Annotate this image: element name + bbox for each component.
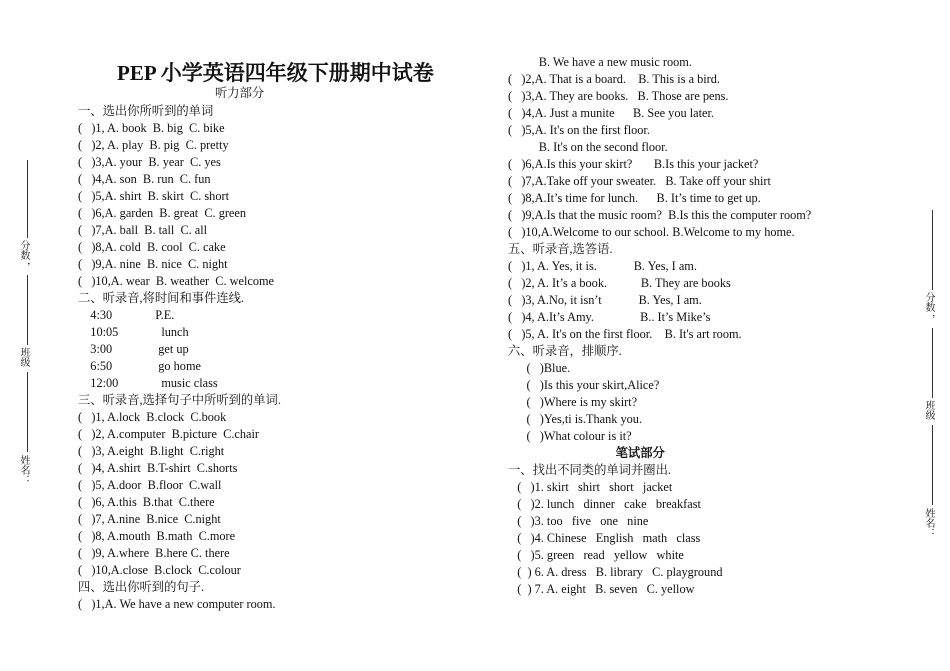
left-line: ( )4,A. son B. run C. fun bbox=[78, 172, 211, 186]
left-line: ( )4, A.shirt B.T-shirt C.shorts bbox=[78, 461, 238, 475]
right-line: ( )10,A.Welcome to our school. B.Welcome to my home. bbox=[508, 225, 795, 239]
right-line: ( )9,A.Is that the music room? B.Is this the computer room? bbox=[508, 208, 812, 222]
right-line: 一、找出不同类的单词并圈出. bbox=[508, 463, 671, 477]
binding-line-right bbox=[932, 328, 933, 398]
margin-score-label-left: 分数 bbox=[18, 240, 29, 260]
left-line: ( )7, A.nine B.nice C.night bbox=[78, 512, 221, 526]
left-line: ( )5, A.door B.floor C.wall bbox=[78, 478, 222, 492]
right-line: ( )7,A.Take off your sweater. B. Take off your shirt bbox=[508, 174, 771, 188]
left-line: 三、听录音,选择句子中所听到的单词. bbox=[78, 393, 281, 407]
left-line: 4:30 P.E. bbox=[78, 308, 175, 322]
left-line: 6:50 go home bbox=[78, 359, 201, 373]
left-line: ( )6, A.this B.that C.there bbox=[78, 495, 215, 509]
margin-sep-right: ， bbox=[923, 314, 934, 324]
margin-name-label-right: 姓名： bbox=[923, 508, 934, 538]
left-line: 一、选出你所听到的单词 bbox=[78, 104, 214, 118]
binding-line-right bbox=[932, 210, 933, 290]
left-line: ( )2, A.computer B.picture C.chair bbox=[78, 427, 259, 441]
left-line: ( )1, A. book B. big C. bike bbox=[78, 121, 225, 135]
binding-line-left bbox=[27, 160, 28, 238]
right-line: 笔试部分 bbox=[508, 446, 665, 460]
left-line: ( )3, A.eight B.light C.right bbox=[78, 444, 225, 458]
left-line: 二、听录音,将时间和事件连线. bbox=[78, 291, 245, 305]
right-line: ( )Blue. bbox=[508, 361, 571, 375]
left-line: ( )2, A. play B. pig C. pretty bbox=[78, 138, 229, 152]
right-line: ( )Where is my skirt? bbox=[508, 395, 638, 409]
right-line: ( )3,A. They are books. B. Those are pens. bbox=[508, 89, 729, 103]
margin-class-label-left: 班级 bbox=[18, 347, 29, 367]
margin-sep-left: ， bbox=[18, 262, 29, 272]
right-line: B. We have a new music room. bbox=[508, 55, 692, 69]
right-line: ( )2. lunch dinner cake breakfast bbox=[508, 497, 701, 511]
right-line: ( ) 7. A. eight B. seven C. yellow bbox=[508, 582, 695, 596]
right-line: ( )2,A. That is a board. B. This is a bird. bbox=[508, 72, 720, 86]
page-title: PEP 小学英语四年级下册期中试卷 bbox=[117, 61, 434, 85]
right-line: ( )Is this your skirt,Alice? bbox=[508, 378, 660, 392]
right-line: ( )4,A. Just a munite B. See you later. bbox=[508, 106, 714, 120]
right-line: ( )3, A.No, it isn’t B. Yes, I am. bbox=[508, 293, 702, 307]
binding-line-left bbox=[27, 372, 28, 452]
right-line: 六、听录音，排顺序. bbox=[508, 344, 622, 358]
right-line: ( )6,A.Is this your skirt? B.Is this your jacket? bbox=[508, 157, 759, 171]
right-line: ( ) 6. A. dress B. library C. playground bbox=[508, 565, 723, 579]
right-line: ( )5,A. It's on the first floor. bbox=[508, 123, 650, 137]
left-line: ( )10,A. wear B. weather C. welcome bbox=[78, 274, 274, 288]
binding-line-right bbox=[932, 425, 933, 505]
left-line: 四、选出你听到的句子. bbox=[78, 580, 205, 594]
left-line: ( )7,A. ball B. tall C. all bbox=[78, 223, 208, 237]
right-line: ( )3. too five one nine bbox=[508, 514, 649, 528]
left-line: ( )1, A.lock B.clock C.book bbox=[78, 410, 227, 424]
right-line: ( )4, A.It’s Amy. B.. It’s Mike’s bbox=[508, 310, 711, 324]
left-line: ( )8, A.mouth B.math C.more bbox=[78, 529, 236, 543]
left-line: ( )5,A. shirt B. skirt C. short bbox=[78, 189, 229, 203]
right-line: B. It's on the second floor. bbox=[508, 140, 668, 154]
right-line: ( )5, A. It's on the first floor. B. It's art room. bbox=[508, 327, 742, 341]
left-line: 12:00 music class bbox=[78, 376, 218, 390]
margin-class-label-right: 班级 bbox=[923, 400, 934, 420]
right-line: ( )4. Chinese English math class bbox=[508, 531, 701, 545]
section-subtitle: 听力部分 bbox=[215, 86, 265, 100]
left-line: 10:05 lunch bbox=[78, 325, 189, 339]
left-line: ( )6,A. garden B. great C. green bbox=[78, 206, 247, 220]
right-line: ( )What colour is it? bbox=[508, 429, 632, 443]
right-line: ( )1, A. Yes, it is. B. Yes, I am. bbox=[508, 259, 697, 273]
right-line: ( )5. green read yellow white bbox=[508, 548, 684, 562]
right-line: 五、听录音,选答语. bbox=[508, 242, 613, 256]
right-line: ( )Yes,ti is.Thank you. bbox=[508, 412, 643, 426]
left-line: ( )3,A. your B. year C. yes bbox=[78, 155, 221, 169]
binding-line-left bbox=[27, 275, 28, 345]
left-line: ( )9, A.where B.here C. there bbox=[78, 546, 230, 560]
right-line: ( )2, A. It’s a book. B. They are books bbox=[508, 276, 731, 290]
left-line: ( )9,A. nine B. nice C. night bbox=[78, 257, 228, 271]
left-line: 3:00 get up bbox=[78, 342, 189, 356]
left-line: ( )8,A. cold B. cool C. cake bbox=[78, 240, 226, 254]
right-line: ( )8,A.It’s time for lunch. B. It’s time to get up. bbox=[508, 191, 761, 205]
margin-score-label-right: 分数 bbox=[923, 292, 934, 312]
left-line: ( )10,A.close B.clock C.colour bbox=[78, 563, 241, 577]
right-line: ( )1. skirt shirt short jacket bbox=[508, 480, 673, 494]
left-line: ( )1,A. We have a new computer room. bbox=[78, 597, 276, 611]
margin-name-label-left: 姓名： bbox=[18, 455, 29, 485]
